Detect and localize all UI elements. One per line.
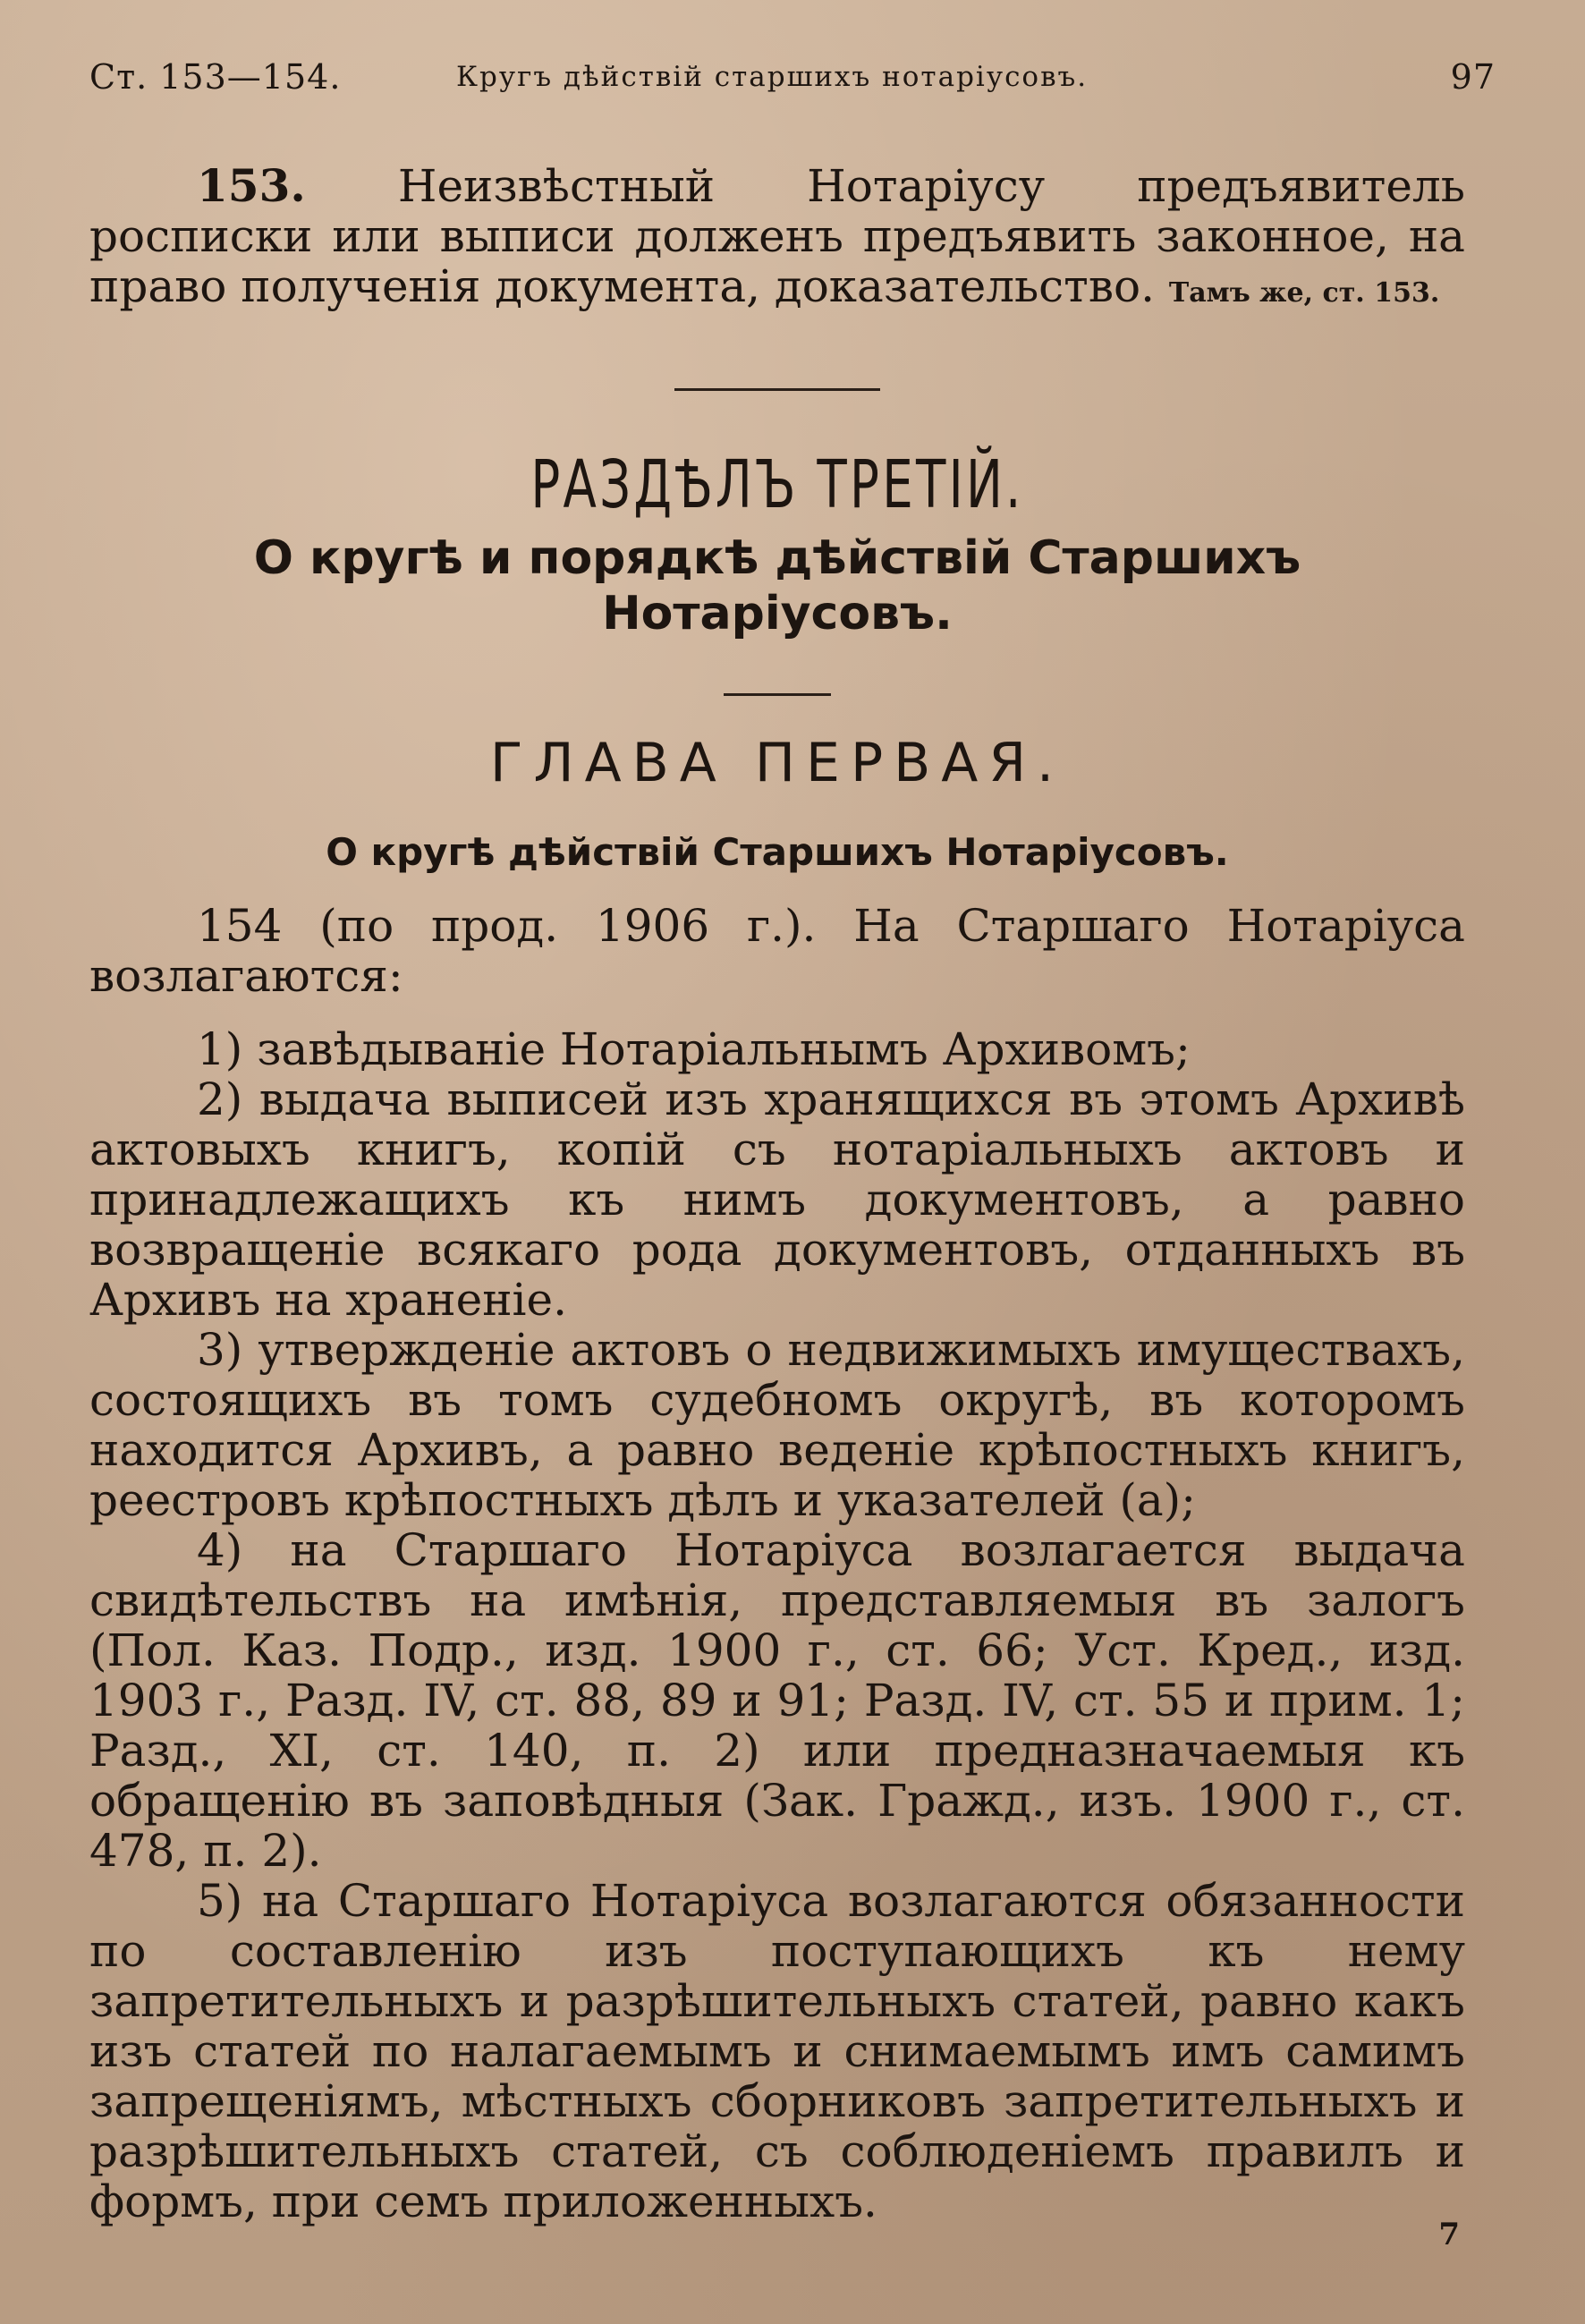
running-header [89,57,1496,107]
article-153-number: 153. [197,159,306,212]
article-154-item-4: 4) на Старшаго Нотаріуса возлагается выдача свидѣтельствъ на имѣнія, представляемыя въ залогъ (Пол. Каз. Подр., изд. 1900 г., ст. 66; Уст. Кред., изд. 1903 г., Разд. IV, ст. 88, 89 и 91; Разд. IV, ст. 55 и прим. 1; Разд., XI, ст. 140, п. 2) или предназначаемыя къ обращенію въ заповѣдныя (Зак. Гражд., изъ. 1900 г., ст. 478, п. 2). [89,1524,1465,1877]
article-154-item-3: 3) утвержденіе актовъ о недвижимыхъ имуществахъ, состоящихъ въ томъ судебномъ округѣ, въ которомъ находится Архивъ, а равно веденіе крѣпостныхъ книгъ, реестровъ крѣпостныхъ дѣлъ и указателей (а); [89,1324,1465,1526]
section-title: РАЗДѢЛЪ ТРЕТІЙ. [530,446,1024,523]
article-154-item-5: 5) на Старшаго Нотаріуса возлагаются обязанности по составленію изъ поступающихъ къ нему запретительныхъ и разрѣшительныхъ статей, равно какъ изъ статей по налагаемымъ и снимаемымъ имъ самимъ запрещеніямъ, мѣстныхъ сборниковъ запретительныхъ и разрѣшительныхъ статей, съ соблюденіемъ правилъ и формъ, при семъ приложенныхъ. [89,1875,1465,2227]
page-content [89,161,1465,2226]
divider-rule [674,388,880,391]
article-154-intro: 154 (по прод. 1906 г.). На Старшаго Нотаріуса возлагаются: [89,900,1465,1002]
header-running-title: Кругъ дѣйствій старшихъ нотаріусовъ. [456,61,1089,93]
header-page-number: 97 [1450,57,1496,97]
chapter-title: ГЛАВА ПЕРВАЯ. [489,732,1065,794]
chapter-subtitle: О кругѣ дѣйствій Старшихъ Нотаріусовъ. [326,830,1229,874]
article-153-reference: Тамъ же, ст. 153. [1168,277,1440,309]
section-subtitle-line2: Нотаріусовъ. [602,587,953,640]
divider-rule [724,693,831,696]
article-153-text: Неизвѣстный Нотаріусу предъявитель росписки или выписи долженъ предъявить законное, на право полученія документа, доказательство. [89,160,1465,312]
article-154-item-1: 1) завѣдываніе Нотаріальнымъ Архивомъ; [197,1023,1191,1075]
article-154-item-2: 2) выдача выписей изъ хранящихся въ этомъ Архивѣ актовыхъ книгъ, копій съ нотаріальныхъ актовъ и принадлежащихъ къ нимъ документовъ, а равно возвращеніе всякаго рода документовъ, отданныхъ въ Архивъ на храненіе. [89,1073,1465,1326]
signature-mark: 7 [1438,2217,1460,2252]
article-153 [89,161,1465,318]
section-subtitle-line1: О кругѣ и порядкѣ дѣйствій Старшихъ [253,531,1301,585]
header-article-range: Ст. 153—154. [89,57,342,97]
